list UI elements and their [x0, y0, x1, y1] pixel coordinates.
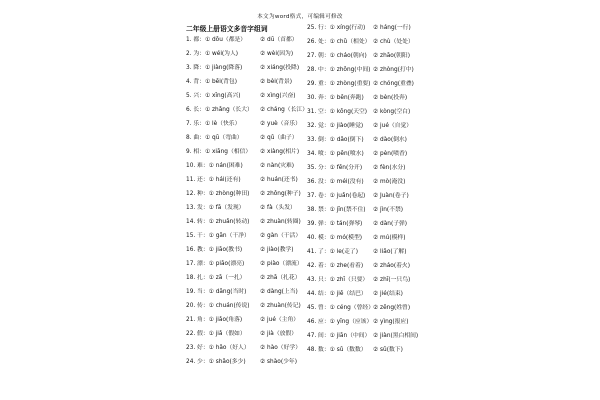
- word-entry-first: 19. 当：① dāng(当时): [186, 289, 247, 295]
- word-entry-second: ② jià（放假）: [260, 331, 298, 337]
- word-row: [186, 161, 295, 171]
- word-entry-second: ② fà（头发）: [260, 205, 296, 211]
- word-entry-first: 22. 假：① jiǎ（假如）: [186, 331, 246, 337]
- word-row: [186, 343, 302, 353]
- word-entry-second: ② nàn(灾难): [260, 163, 295, 169]
- word-entry-first: 7. 乐：① lè（快乐）: [186, 121, 241, 127]
- word-entry-second: ② yuè（音乐）: [260, 121, 301, 127]
- word-entry-first: 13. 发：① fā（发现）: [186, 205, 245, 211]
- word-entry-second: ② zhuàn(传记): [260, 303, 301, 309]
- word-entry-second: ② dào(倒水): [373, 137, 407, 143]
- word-entry-second: ② jué（自觉）: [373, 123, 413, 129]
- word-entry-first: 12. 种：① zhòng(种田): [186, 191, 250, 197]
- word-entry-second: ② sǔ(数下): [373, 347, 403, 353]
- word-entry-first: 3. 降：① jiàng(降落): [186, 65, 243, 71]
- word-row: [307, 121, 413, 131]
- word-entry-second: ② hào（好学）: [260, 345, 302, 351]
- word-row: [307, 317, 409, 327]
- word-row: [186, 287, 298, 297]
- word-entry-second: ② huán(还书): [260, 177, 298, 183]
- word-entry-first: 38. 禁：① jīn(禁不住): [307, 207, 366, 213]
- word-entry-second: ② wèi(因为): [260, 51, 294, 57]
- word-entry-first: 32. 觉：① jiào(睡觉): [307, 123, 364, 129]
- word-entry-first: 45. 曾：① céng（曾经）: [307, 305, 374, 311]
- word-row: [307, 135, 407, 145]
- word-row: [186, 49, 294, 59]
- word-entry-first: 5. 兴：① xīng(高兴): [186, 93, 241, 99]
- word-row: [186, 259, 303, 269]
- word-row: [186, 315, 300, 325]
- word-entry-first: 40. 模：① mó(模型): [307, 235, 363, 241]
- word-entry-second: ② gàn（干活）: [260, 233, 302, 239]
- word-entry-second: ② dàn(子弹): [373, 221, 408, 227]
- word-entry-second: ② xiàng(相片): [260, 149, 300, 155]
- word-row: [186, 105, 308, 115]
- word-entry-second: ② fèn(水分): [373, 165, 406, 171]
- word-entry-first: 46. 应：① yīng（应该）: [307, 319, 373, 325]
- word-entry-first: 18. 扎：① zā（一扎）: [186, 275, 246, 281]
- word-entry-first: 33. 倒：① dǎo(倒下): [307, 137, 364, 143]
- word-row: [186, 35, 298, 45]
- word-row: [186, 273, 301, 283]
- word-entry-second: ② kòng(空白): [373, 109, 411, 115]
- word-entry-second: ② zhāo(朝阳): [373, 53, 410, 59]
- word-entry-first: 16. 教：① jiāo(教书): [186, 247, 243, 253]
- word-row: [307, 79, 414, 89]
- word-entry-second: ② piào（漂流）: [260, 261, 303, 267]
- word-entry-first: 48. 数：① sǔ（数数）: [307, 347, 367, 353]
- word-row: [186, 133, 298, 143]
- word-row: [307, 303, 411, 313]
- word-entry-second: ② qǔ（曲子）: [260, 135, 298, 141]
- word-entry-second: ② zháo(着火): [373, 263, 410, 269]
- word-entry-second: ② jiàn(黑白相间): [373, 333, 419, 339]
- word-entry-first: 25. 行：① xíng(行动): [307, 25, 366, 31]
- word-row: [307, 219, 408, 229]
- word-row: [186, 357, 297, 367]
- word-entry-first: 10. 难：① nán(困难): [186, 163, 243, 169]
- word-entry-first: 29. 重：① zhòng(重要): [307, 81, 371, 87]
- document-page: [186, 23, 436, 379]
- word-entry-second: ② jué（主角）: [260, 317, 300, 323]
- word-row: [307, 345, 403, 355]
- word-entry-second: ② bèi(背景): [260, 79, 293, 85]
- word-row: [307, 51, 410, 61]
- word-entry-second: ② zhī(一只鸟): [373, 277, 411, 283]
- word-entry-first: 36. 没：① méi(没有): [307, 179, 364, 185]
- word-entry-first: 42. 着：① zhe(看着): [307, 263, 364, 269]
- word-entry-second: ② pèn(喷香): [373, 151, 408, 157]
- word-row: [186, 119, 301, 129]
- word-row: [307, 247, 407, 257]
- word-entry-first: 30. 奔：① bēn(奔跑): [307, 95, 364, 101]
- word-entry-second: ② dàng(上当): [260, 289, 298, 295]
- word-row: [307, 205, 404, 215]
- word-entry-second: ② dū（首都）: [260, 37, 298, 43]
- word-row: [186, 217, 301, 227]
- word-entry-first: 41. 了：① le(走了): [307, 249, 358, 255]
- word-row: [307, 275, 411, 285]
- word-row: [186, 301, 301, 311]
- word-entry-first: 8. 曲：① qū（弯曲）: [186, 135, 243, 141]
- word-entry-first: 1. 都：① dōu（都是）: [186, 37, 247, 43]
- word-entry-second: ② jiào(教学): [260, 247, 294, 253]
- word-entry-second: ② chù（处处）: [373, 39, 414, 45]
- word-entry-first: 4. 背：① bēi(背包): [186, 79, 237, 85]
- word-entry-first: 27. 朝：① cháo(朝向): [307, 53, 367, 59]
- word-row: [186, 147, 300, 157]
- word-entry-second: ② mú(模样): [373, 235, 406, 241]
- word-entry-first: 17. 漂：① piāo(漂亮): [186, 261, 245, 267]
- word-entry-first: 37. 卷：① juǎn(卷起): [307, 193, 366, 199]
- word-row: [307, 177, 406, 187]
- word-entry-second: ② zhòng(打中): [373, 67, 414, 73]
- word-entry-first: 14. 转：① zhuǎn(转动): [186, 219, 250, 225]
- word-entry-first: 11. 还：① hái(还有): [186, 177, 241, 183]
- word-row: [186, 77, 293, 87]
- word-entry-first: 24. 少：① shǎo(多少): [186, 359, 246, 365]
- word-entry-second: ② jié(结束): [373, 291, 403, 297]
- word-row: [186, 203, 296, 213]
- word-entry-second: ② jìn(不禁): [373, 207, 404, 213]
- word-entry-second: ② yìng(报应): [373, 319, 409, 325]
- word-row: [307, 163, 406, 173]
- word-row: [307, 37, 414, 47]
- word-entry-second: ② xiáng(投降): [260, 65, 300, 71]
- word-entry-first: 47. 间：① jiān（中间）: [307, 333, 371, 339]
- word-entry-first: 35. 分：① fēn(分开): [307, 165, 363, 171]
- word-entry-second: ② liǎo(了解): [373, 249, 407, 255]
- word-entry-first: 39. 弹：① tán(弹琴): [307, 221, 363, 227]
- word-entry-second: ② chóng(重叠): [373, 81, 414, 87]
- word-entry-first: 31. 空：① kōng(天空): [307, 109, 368, 115]
- word-entry-second: ② Juàn(卷子): [373, 193, 409, 199]
- word-entry-first: 26. 处：① chǔ（相处）: [307, 39, 371, 45]
- word-row: [307, 23, 411, 33]
- word-entry-first: 43. 只：① zhī（只要）: [307, 277, 369, 283]
- word-entry-second: ② zhā（扎花）: [260, 275, 301, 281]
- word-entry-first: 34. 喷：① pēn(喷水): [307, 151, 364, 157]
- word-row: [307, 331, 419, 341]
- document-title: 二年级上册语文多音字组词: [186, 25, 268, 33]
- word-row: [307, 93, 408, 103]
- word-row: [186, 175, 298, 185]
- word-entry-second: ② shào(少年): [260, 359, 297, 365]
- word-entry-first: 28. 中：① zhōng(中间): [307, 67, 371, 73]
- word-entry-second: ② zhuàn(转圈): [260, 219, 301, 225]
- word-entry-second: ② mò(淹没): [373, 179, 406, 185]
- word-entry-second: ② xìng(兴奋): [260, 93, 296, 99]
- word-entry-second: ② háng(一行): [373, 25, 411, 31]
- word-entry-first: 21. 角：① jiǎo(角落): [186, 317, 243, 323]
- word-row: [307, 261, 410, 271]
- word-entry-first: 2. 为：① wéi(为人): [186, 51, 239, 57]
- word-entry-second: ② zēng(姓曾): [373, 305, 411, 311]
- word-row: [307, 191, 409, 201]
- word-entry-second: ② cháng（长江）: [260, 107, 308, 113]
- word-entry-first: 23. 好：① hǎo（好人）: [186, 345, 250, 351]
- word-row: [307, 107, 411, 117]
- word-row: [186, 91, 296, 101]
- header-note: 本文为word格式，可编辑可修改: [257, 14, 343, 20]
- word-row: [186, 329, 298, 339]
- word-row: [186, 189, 301, 199]
- word-entry-first: 9. 相：① xiāng（相信）: [186, 149, 252, 155]
- word-row: [186, 63, 300, 73]
- word-row: [186, 245, 294, 255]
- word-entry-first: 15. 干：① gān（干净）: [186, 233, 250, 239]
- word-entry-first: 6. 长：① zhǎng（长大）: [186, 107, 253, 113]
- word-entry-first: 20. 传：① chuán(传说): [186, 303, 250, 309]
- word-row: [307, 149, 408, 159]
- word-row: [186, 231, 302, 241]
- word-entry-first: 44. 结：① jiē（结巴）: [307, 291, 367, 297]
- word-row: [307, 289, 403, 299]
- word-row: [307, 65, 414, 75]
- word-row: [307, 233, 406, 243]
- word-entry-second: ② bèn(投奔): [373, 95, 408, 101]
- word-entry-second: ② zhǒng(种子): [260, 191, 301, 197]
